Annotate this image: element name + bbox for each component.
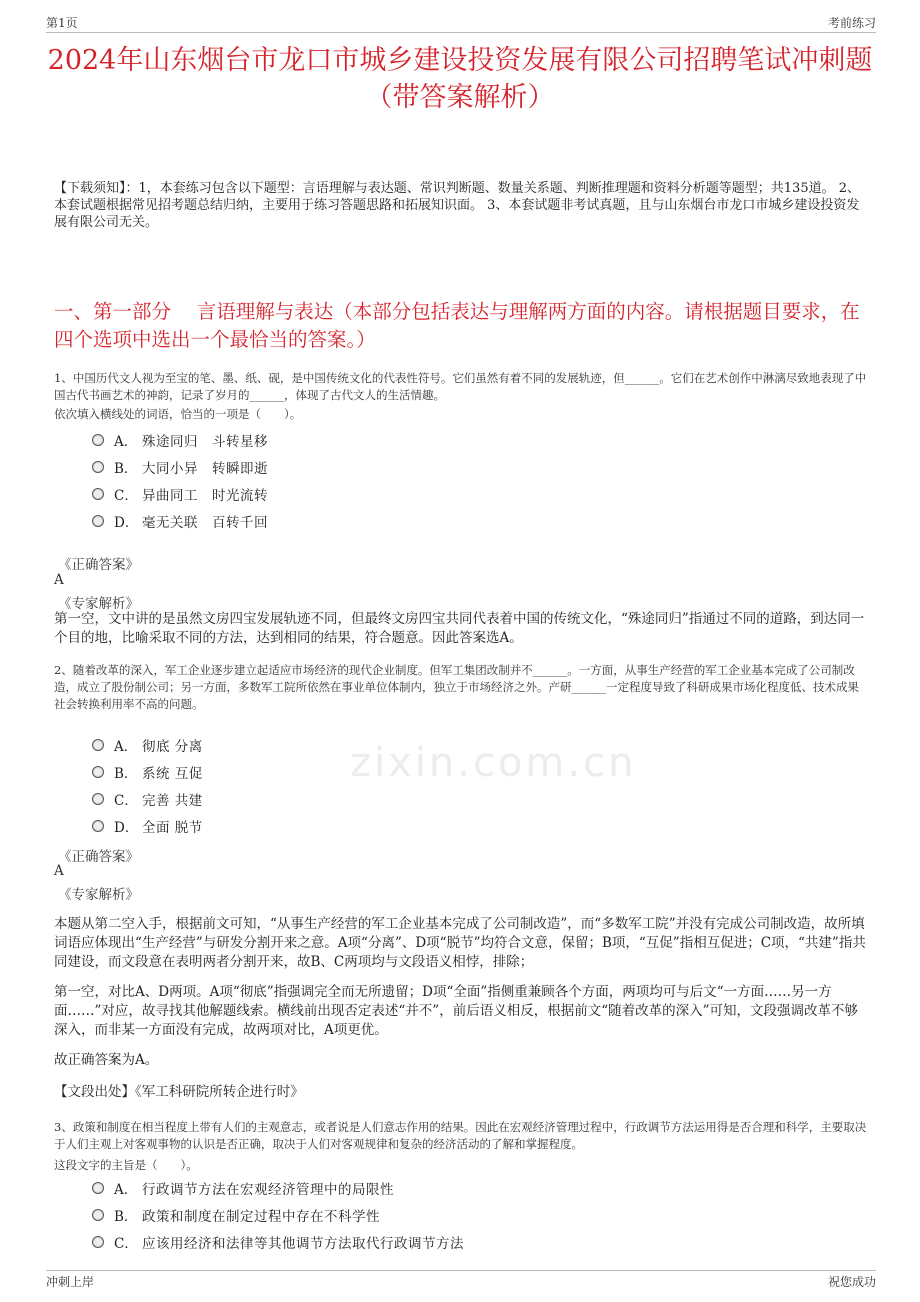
analysis-text: 第一空，文中讲的是虽然文房四宝发展轨迹不同，但最终文房四宝共同代表着中国的传统文化，“殊途同归”指通过不同的道路，到达同一个目的地，比喻采取不同的方法，达到相同的结果，符合题意。因此答案选A。 xyxy=(54,611,865,646)
answer-label: 《正确答案》 xyxy=(58,557,139,573)
option-d[interactable]: D． 全面 脱节 xyxy=(92,812,203,839)
question-1-options xyxy=(92,426,268,534)
radio-icon[interactable] xyxy=(92,766,104,778)
radio-icon[interactable] xyxy=(92,1182,104,1194)
radio-icon[interactable] xyxy=(92,1236,104,1248)
question-3-stem: 3、政策和制度在相当程度上带有人们的主观意志，或者说是人们意志作用的结果。因此在宏观经济管理过程中，行政调节方法运用得是否合理和科学，主要取决于人们主观上对客观事物的认识是否正确，取决于人们对客观规律和复杂的经济活动的了解和掌握程度。 xyxy=(54,1120,867,1151)
analysis-conclusion: 故正确答案为A。 xyxy=(54,1052,159,1068)
answer-value: A xyxy=(54,572,64,588)
option-b[interactable]: B． 政策和制度在制定过程中存在不科学性 xyxy=(92,1201,464,1228)
radio-icon[interactable] xyxy=(92,434,104,446)
page-number: 第1页 xyxy=(46,16,78,30)
option-a[interactable]: A． 行政调节方法在宏观经济管理中的局限性 xyxy=(92,1174,464,1201)
option-a[interactable]: A． 殊途同归 斗转星移 xyxy=(92,426,268,453)
question-3-ask: 这段文字的主旨是（ ）。 xyxy=(54,1158,198,1172)
analysis-label: 《专家解析》 xyxy=(58,887,139,903)
radio-icon[interactable] xyxy=(92,461,104,473)
radio-icon[interactable] xyxy=(92,1209,104,1221)
section-heading: 一、第一部分 言语理解与表达（本部分包括表达与理解两方面的内容。请根据题目要求，在四个选项中选出一个最恰当的答案。） xyxy=(54,300,860,351)
footer-right: 祝您成功 xyxy=(827,1275,876,1289)
option-c[interactable]: C． 完善 共建 xyxy=(92,785,203,812)
page-footer xyxy=(46,1270,876,1291)
radio-icon[interactable] xyxy=(92,488,104,500)
answer-value: A xyxy=(54,863,64,879)
option-b[interactable]: B． 系统 互促 xyxy=(92,758,203,785)
option-c[interactable]: C． 异曲同工 时光流转 xyxy=(92,480,268,507)
option-a[interactable]: A． 彻底 分离 xyxy=(92,731,203,758)
question-1-stem: 1、中国历代文人视为至宝的笔、墨、纸、砚，是中国传统文化的代表性符号。它们虽然有着不同的发展轨迹，但______。它们在艺术创作中淋漓尽致地表现了中国古代书画艺术的神韵，记录了岁月的______，体现了古代文人的生活情趣。 xyxy=(54,371,867,402)
radio-icon[interactable] xyxy=(92,820,104,832)
question-2-options xyxy=(92,731,203,839)
header-label: 考前练习 xyxy=(827,16,876,30)
analysis-text: 第一空，对比A、D两项。A项“彻底”指强调完全而无所遗留；D项“全面”指侧重兼顾各个方面，两项均可与后文“一方面……另一方面……”对应，故寻找其他解题线索。横线前出现否定表述“并不”，前后语义相反，根据前文“随着改革的深入”可知，文段强调改革不够深入，而非某一方面没有完成，故两项对比，A项更优。 xyxy=(54,984,859,1038)
analysis-text: 本题从第二空入手，根据前文可知，“从事生产经营的军工企业基本完成了公司制改造”，而“多数军工院”并没有完成公司制改造，故所填词语应体现出“生产经营”与研发分割开来之意。A项“分离”、D项“脱节”均符合文意，保留；B项，“互促”指相互促进；C项，“共建”指共同建设，而文段意在表明两者分割开来，故B、C两项均与文段语义相悖，排除； xyxy=(54,916,866,970)
page-header xyxy=(46,14,876,33)
footer-left: 冲刺上岸 xyxy=(46,1275,95,1289)
question-1-ask: 依次填入横线处的词语，恰当的一项是（ ）。 xyxy=(54,407,302,421)
option-c[interactable]: C． 应该用经济和法律等其他调节方法取代行政调节方法 xyxy=(92,1228,464,1255)
radio-icon[interactable] xyxy=(92,739,104,751)
download-notice: 【下载须知】：1，本套练习包含以下题型：言语理解与表达题、常识判断题、数量关系题、判断推理题和资料分析题等题型；共135道。 2、本套试题根据常见招考题总结归纳，主要用于练习答题思路和拓展知识面。 3、本套试题非考试真题，且与山东烟台市龙口市城乡建设投资发展有限公司无关。 xyxy=(54,181,860,230)
source-note: 【文段出处】《军工科研院所转企进行时》 xyxy=(54,1084,304,1100)
radio-icon[interactable] xyxy=(92,515,104,527)
page-title: 2024年山东烟台市龙口市城乡建设投资发展有限公司招聘笔试冲刺题（带答案解析） xyxy=(47,45,873,113)
question-2-stem: 2、随着改革的深入，军工企业逐步建立起适应市场经济的现代企业制度。但军工集团改制并不______。一方面，从事生产经营的军工企业基本完成了公司制改造，成立了股份制公司；另一方面，多数军工院所依然在事业单位体制内，独立于市场经济之外。产研______一定程度导致了科研成果市场化程度低、技术成果社会转换利用率不高的问题。 xyxy=(54,663,859,711)
answer-label: 《正确答案》 xyxy=(58,849,139,865)
analysis-label: 《专家解析》 xyxy=(58,596,139,612)
option-d[interactable]: D． 毫无关联 百转千回 xyxy=(92,507,268,534)
radio-icon[interactable] xyxy=(92,793,104,805)
question-3-options xyxy=(92,1174,464,1255)
watermark: zixin.com.cn xyxy=(350,740,637,786)
option-b[interactable]: B． 大同小异 转瞬即逝 xyxy=(92,453,268,480)
